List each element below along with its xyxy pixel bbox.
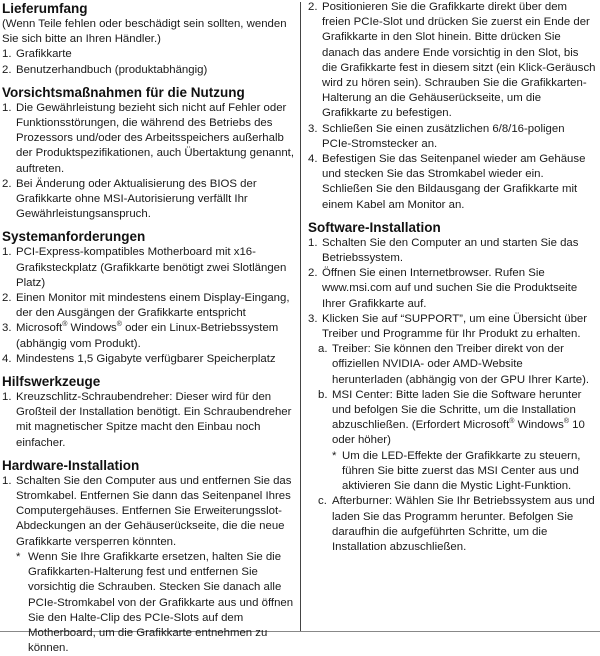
list-item-text: Schalten Sie den Computer an und starten Sie das Betriebssystem. <box>322 236 579 265</box>
list-marker: 1. <box>2 48 12 61</box>
registered-mark: ® <box>116 321 122 329</box>
list-marker: 3. <box>308 122 318 135</box>
software-sublist-c <box>308 494 596 555</box>
list-item-text: 10 oder höher) <box>332 419 585 447</box>
msi-center-note <box>308 449 596 495</box>
list-item <box>2 474 298 550</box>
list-item-text: oder ein Linux-Betriebssystem (abhängig vom Produkt). <box>16 322 279 350</box>
list-marker: 2. <box>2 177 12 190</box>
system-list <box>2 245 298 367</box>
list-item-text: Bei Änderung oder Aktualisierung des BIOS der Grafikkarte ohne MSI-Autorisierung verfällt Ihr Gewährleistungsanspruch. <box>16 177 257 221</box>
list-item-text: Mindestens 1,5 Gigabyte verfügbarer Speicherplatz <box>16 352 276 365</box>
list-item <box>2 101 298 177</box>
list-marker: 2. <box>308 267 318 280</box>
list-item <box>2 291 298 321</box>
sub-list-item <box>308 494 596 555</box>
right-column <box>308 0 596 555</box>
list-item <box>2 47 298 62</box>
list-marker: 3. <box>2 322 12 335</box>
vorsicht-list <box>2 101 298 223</box>
registered-mark: ® <box>563 418 569 426</box>
list-item <box>308 152 596 213</box>
note-text: Wenn Sie Ihre Grafikkarte ersetzen, halten Sie die Grafikkarten-Halterung fest und entfernen Sie vorsichtig die Schrauben. Stecken Sie danach alle PCIe-Stromkabel von der Grafikkarte aus und öffnen Sie den Halte-Clip des PCIe-Slots auf dem Motherboard, um die Grafikkarte entnehmen zu können. <box>28 550 294 655</box>
list-marker: 4. <box>308 153 318 166</box>
software-sublist <box>308 342 596 448</box>
sub-list-item <box>308 342 596 388</box>
list-marker: 4. <box>2 352 12 365</box>
sub-list-item <box>308 388 596 449</box>
text-windows: Windows <box>514 419 564 432</box>
list-item <box>2 352 298 367</box>
heading-hardware-installation: Hardware-Installation <box>2 457 140 473</box>
list-item-text: Die Gewährleistung bezieht sich nicht auf Fehler oder Funktionsstörungen, die während des Betriebs des Prozessors und/oder des Arbeitsspeichers außerhalb der Produktspezifikationen, auch Übertaktung genannt, auftreten. <box>16 101 294 175</box>
list-marker: c. <box>318 495 327 508</box>
list-item-text: Klicken Sie auf “SUPPORT”, um eine Übersicht über Treiber und Programme für Ihr Produkt zu erhalten. <box>322 312 588 341</box>
list-item-text: Afterburner: Wählen Sie Ihr Betriebssystem aus und laden Sie das Programm herunter. Befolgen Sie daraufhin die aufgeführten Schritte, um die Installation abzuschließen. <box>332 495 595 553</box>
list-item-text: Schließen Sie einen zusätzlichen 6/8/16-poligen PCIe-Stromstecker an. <box>322 122 565 150</box>
list-item-text: PCI-Express-kompatibles Motherboard mit x16-Grafiksteckplatz (Grafikkarte benötigt zwei Slotlängen Platz) <box>16 246 287 289</box>
list-item-text: Befestigen Sie das Seitenpanel wieder am Gehäuse und stecken Sie das Stromkabel wieder ein. Schließen Sie den Bildausgang der Grafikkarte mit einem Kabel am Monitor an. <box>322 153 586 211</box>
list-marker: 2. <box>2 63 12 76</box>
list-item <box>2 177 298 223</box>
list-marker: b. <box>318 388 328 401</box>
note-marker: * <box>16 550 21 563</box>
list-marker: a. <box>318 343 328 356</box>
hardware-list <box>2 474 298 550</box>
list-item-text: Kreuzschlitz-Schraubendreher: Dieser wird für den Großteil der Installation benötigt. Ein Schraubendreher mit magnetischer Spitze macht den Einbau noch einfacher. <box>16 391 292 449</box>
column-divider <box>300 2 301 632</box>
hilfswerkzeuge-list <box>2 390 298 451</box>
list-item-text: MSI Center: Bitte laden Sie die Software herunter und befolgen Sie die Schritte, um die Installation abzuschließen. (Erfordert Microsoft <box>332 388 582 432</box>
list-item-text: Schalten Sie den Computer aus und entfernen Sie das Stromkabel. Entfernen Sie dann das Seitenpanel Ihres Computergehäuses. Entfernen Sie Erweiterungsslot-Abdeckungen an der Gehäuserückseite, die die neue Grafikkarte versperren könnten. <box>16 474 292 548</box>
list-item <box>308 266 596 312</box>
software-list <box>308 236 596 342</box>
text-windows: Windows <box>67 322 117 335</box>
list-marker: 1. <box>2 474 12 487</box>
note-marker: * <box>332 449 337 462</box>
heading-hilfswerkzeuge: Hilfswerkzeuge <box>2 374 101 390</box>
hardware-list-continued <box>308 0 596 213</box>
list-item <box>308 122 596 152</box>
heading-vorsicht: Vorsichtsmaßnahmen für die Nutzung <box>2 84 245 100</box>
list-marker: 2. <box>308 1 318 13</box>
list-marker: 1. <box>2 101 12 114</box>
list-item <box>2 321 298 351</box>
list-item <box>308 312 596 342</box>
note-text: Um die LED-Effekte der Grafikkarte zu steuern, führen Sie bitte zuerst das MSI Center aus und aktivieren Sie dann die Mystic Light-Funktion. <box>342 449 581 493</box>
list-item <box>2 245 298 291</box>
list-marker: 1. <box>308 236 318 249</box>
list-item <box>308 236 596 266</box>
list-item <box>2 390 298 451</box>
list-item-text: Benutzerhandbuch (produktabhängig) <box>16 63 208 76</box>
registered-mark: ® <box>509 418 515 426</box>
list-item-text: Grafikkarte <box>16 48 72 61</box>
text-microsoft: Microsoft <box>16 322 63 335</box>
list-marker: 1. <box>2 246 12 259</box>
list-item <box>308 0 596 122</box>
list-item-text: Einen Monitor mit mindestens einem Display-Eingang, der den Ausgängen der Grafikkarte entspricht <box>16 292 290 320</box>
heading-systemanforderungen: Systemanforderungen <box>2 229 146 245</box>
registered-mark: ® <box>62 321 68 329</box>
lieferumfang-intro: (Wenn Teile fehlen oder beschädigt sein sollten, wenden Sie sich bitte an Ihren Händler.) <box>2 18 287 46</box>
list-item-text: Treiber: Sie können den Treiber direkt von der offiziellen NVIDIA- oder AMD-Website herunterladen (abhängig von der GPU Ihrer Karte). <box>332 343 590 386</box>
hardware-note <box>2 550 298 656</box>
left-column <box>2 0 298 656</box>
list-item-text: Positionieren Sie die Grafikkarte direkt über dem freien PCIe-Slot und drücken Sie zuerst ein Ende der Grafikkarte in den Slot hinein. Bitte drücken Sie danach das andere Ende vorsichtig in den Slot, bis die Grafikkarte fest in diesem sitzt (ein Klick-Geräusch wird zu hören sein). Schrauben Sie die Grafikkarten-Halterung an die Gehäuserückseite, um die Grafikkarte zu befestigen. <box>322 1 596 120</box>
list-item <box>2 63 298 78</box>
list-marker: 2. <box>2 292 12 305</box>
heading-software-installation: Software-Installation <box>308 219 441 235</box>
list-marker: 3. <box>308 312 318 325</box>
lieferumfang-list <box>2 47 298 77</box>
heading-lieferumfang: Lieferumfang <box>2 1 88 16</box>
list-marker: 1. <box>2 391 12 404</box>
list-item-text: Öffnen Sie einen Internetbrowser. Rufen Sie www.msi.com auf und suchen Sie die Produktseite Ihrer Grafikkarte auf. <box>322 267 578 310</box>
